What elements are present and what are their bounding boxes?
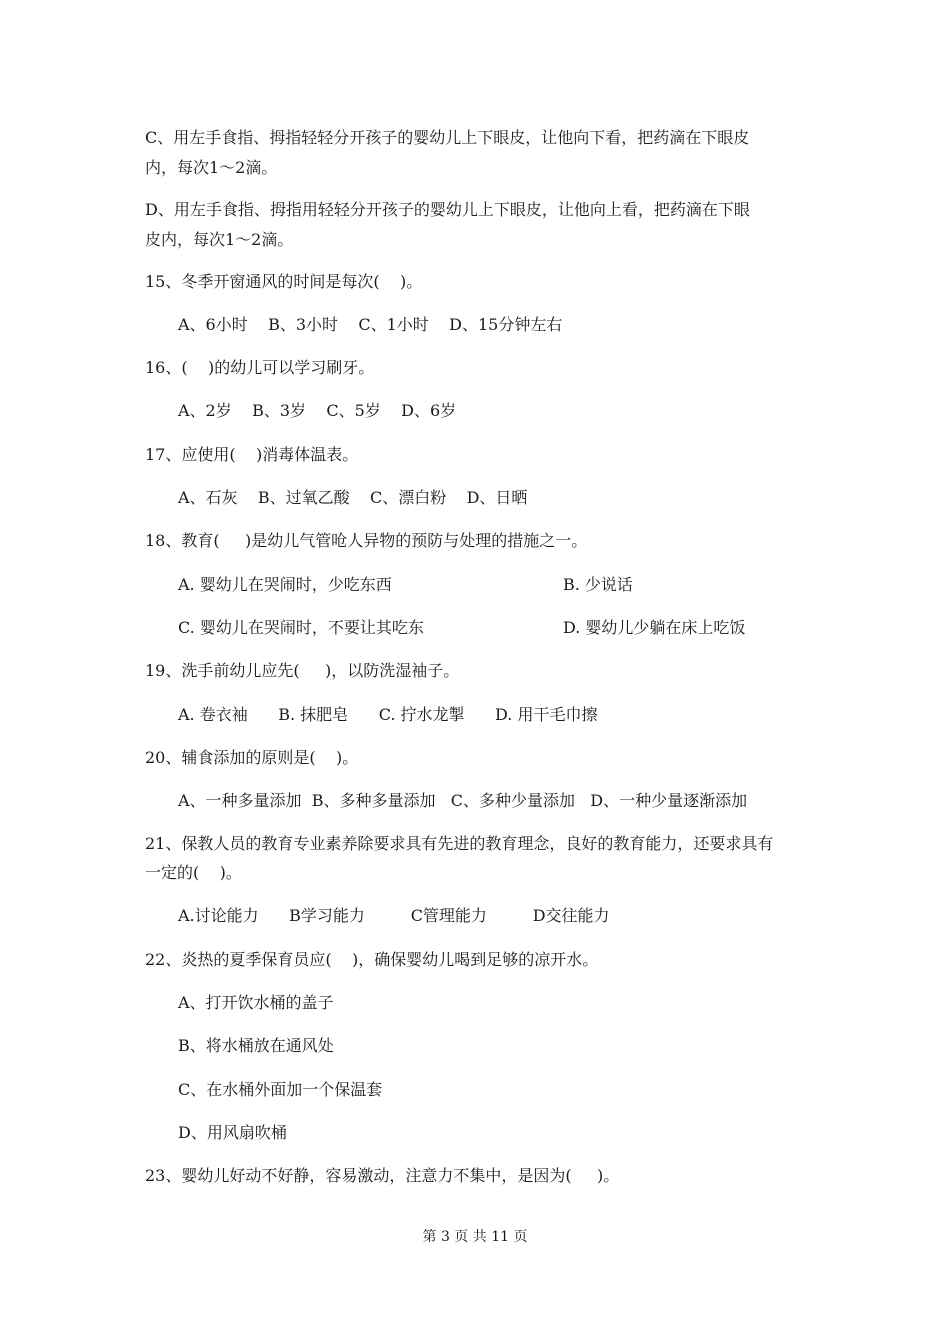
q22-stem: 22、炎热的夏季保育员应( )，确保婴幼儿喝到足够的凉开水。 [145, 950, 599, 969]
q18-option-d: D. 婴幼儿少躺在床上吃饭 [563, 618, 746, 637]
q22-option-d: D、用风扇吹桶 [178, 1123, 287, 1142]
q14-option-c-line1: C、用左手食指、拇指轻轻分开孩子的婴幼儿上下眼皮，让他向下看，把药滴在下眼皮 [145, 128, 750, 147]
q17-options: A、石灰 B、过氧乙酸 C、漂白粉 D、日晒 [178, 488, 528, 507]
q18-stem: 18、教育( )是幼儿气管呛人异物的预防与处理的措施之一。 [145, 531, 588, 550]
q22-option-c: C、在水桶外面加一个保温套 [178, 1080, 383, 1099]
q16-options: A、2岁 B、3岁 C、5岁 D、6岁 [178, 401, 457, 420]
q18-option-b: B. 少说话 [563, 575, 633, 594]
q17-stem: 17、应使用( )消毒体温表。 [145, 445, 359, 464]
q14-option-c-line2: 内，每次1～2滴。 [145, 158, 278, 177]
q22-option-a: A、打开饮水桶的盖子 [178, 993, 334, 1012]
q14-option-d-line1: D、用左手食指、拇指用轻轻分开孩子的婴幼儿上下眼皮，让他向上看，把药滴在下眼 [145, 200, 750, 219]
q21-stem-line2: 一定的( )。 [145, 863, 242, 882]
page-footer: 第 3 页 共 11 页 [422, 1229, 528, 1245]
q20-options: A、一种多量添加 B、多种多量添加 C、多种少量添加 D、一种少量逐渐添加 [178, 791, 748, 810]
q23-stem: 23、婴幼儿好动不好静，容易激动，注意力不集中，是因为( )。 [145, 1166, 620, 1185]
q22-option-b: B、将水桶放在通风处 [178, 1036, 334, 1055]
q19-options: A. 卷衣袖 B. 抹肥皂 C. 拧水龙掣 D. 用干毛巾擦 [178, 705, 598, 724]
q18-option-a: A. 婴幼儿在哭闹时，少吃东西 [178, 575, 392, 594]
q20-stem: 20、辅食添加的原则是( )。 [145, 748, 359, 767]
q19-stem: 19、洗手前幼儿应先( )，以防洗湿袖子。 [145, 661, 460, 680]
q18-option-c: C. 婴幼儿在哭闹时，不要让其吃东 [178, 618, 424, 637]
q16-stem: 16、( )的幼儿可以学习刷牙。 [145, 358, 375, 377]
q15-options: A、6小时 B、3小时 C、1小时 D、15分钟左右 [178, 315, 563, 334]
q21-stem-line1: 21、保教人员的教育专业素养除要求具有先进的教育理念，良好的教育能力，还要求具有 [145, 834, 774, 853]
q15-stem: 15、冬季开窗通风的时间是每次( )。 [145, 272, 423, 291]
q14-option-d-line2: 皮内，每次1～2滴。 [145, 230, 294, 249]
q21-options: A.讨论能力 B学习能力 C管理能力 D交往能力 [178, 906, 610, 925]
